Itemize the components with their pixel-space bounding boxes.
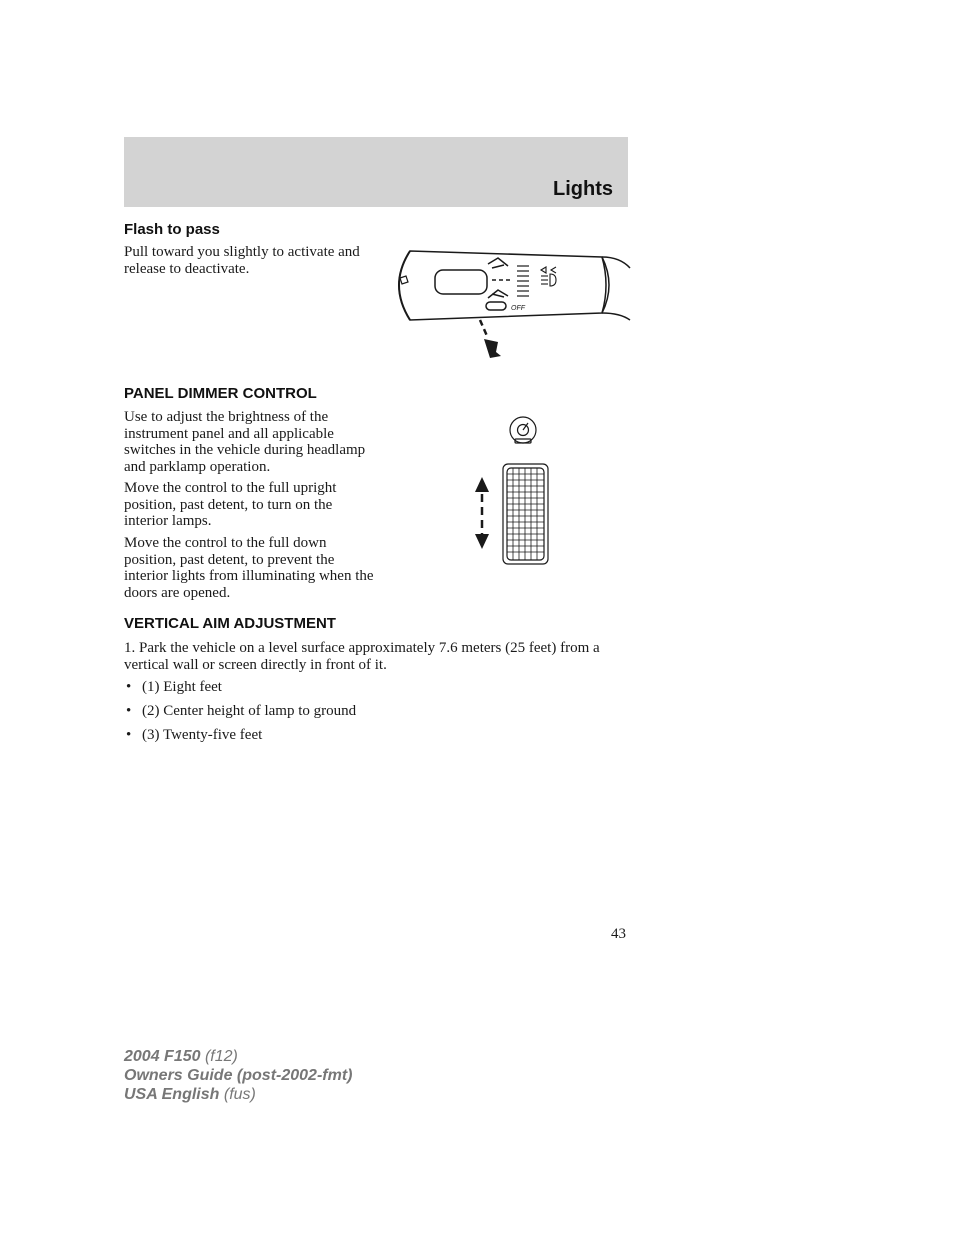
bullet-marker: • (126, 703, 132, 719)
stalk-speed-marks (517, 266, 529, 296)
panel-dimmer-illustration (470, 410, 560, 570)
off-label: OFF (511, 305, 525, 312)
panel-dimmer-heading: PANEL DIMMER CONTROL (124, 385, 317, 402)
aim-bullet-list (124, 679, 624, 751)
list-item: • (2) Center height of lamp to ground (126, 703, 357, 719)
list-item: • (3) Twenty-five feet (126, 727, 263, 743)
document-footer (124, 1047, 352, 1104)
multifunction-stalk-illustration (380, 240, 640, 365)
bullet-marker: • (126, 727, 132, 743)
flash-to-pass-text: Pull toward you slightly to activate and release to deactivate. (124, 244, 360, 277)
panel-dimmer-paragraph-3: Move the control to the full down position, past detent, to prevent the interior lights from illuminating when the doors are opened. (124, 535, 374, 601)
thumbwheel-grid-horizontal (507, 474, 544, 552)
page-number: 43 (611, 926, 626, 942)
section-title: Lights (553, 178, 613, 200)
footer-line-3: USA English (fus) (124, 1086, 256, 1103)
vertical-aim-heading: VERTICAL AIM ADJUSTMENT (124, 615, 336, 632)
dimmer-thumbwheel (503, 464, 548, 564)
instrument-panel-icon (510, 417, 536, 443)
panel-dimmer-paragraph-1: Use to adjust the brightness of the instrument panel and all applicable switches in the vehicle during headlamp and parklamp operation. (124, 409, 366, 475)
bullet-marker: • (126, 679, 132, 695)
section-header-band (124, 137, 628, 207)
footer-line-1: 2004 F150 (f12) (124, 1048, 238, 1065)
pull-arrow (480, 320, 501, 358)
dimmer-arrow (475, 477, 489, 549)
list-item: • (1) Eight feet (126, 679, 222, 695)
vertical-aim-step-1: 1. Park the vehicle on a level surface approximately 7.6 meters (25 feet) from a vertical wall or screen directly in front of it. (124, 640, 600, 673)
panel-dimmer-paragraph-2: Move the control to the full upright position, past detent, to turn on the interior lamps. (124, 480, 337, 529)
footer-line-2: Owners Guide (post-2002-fmt) (124, 1067, 353, 1084)
flash-to-pass-heading: Flash to pass (124, 221, 220, 238)
